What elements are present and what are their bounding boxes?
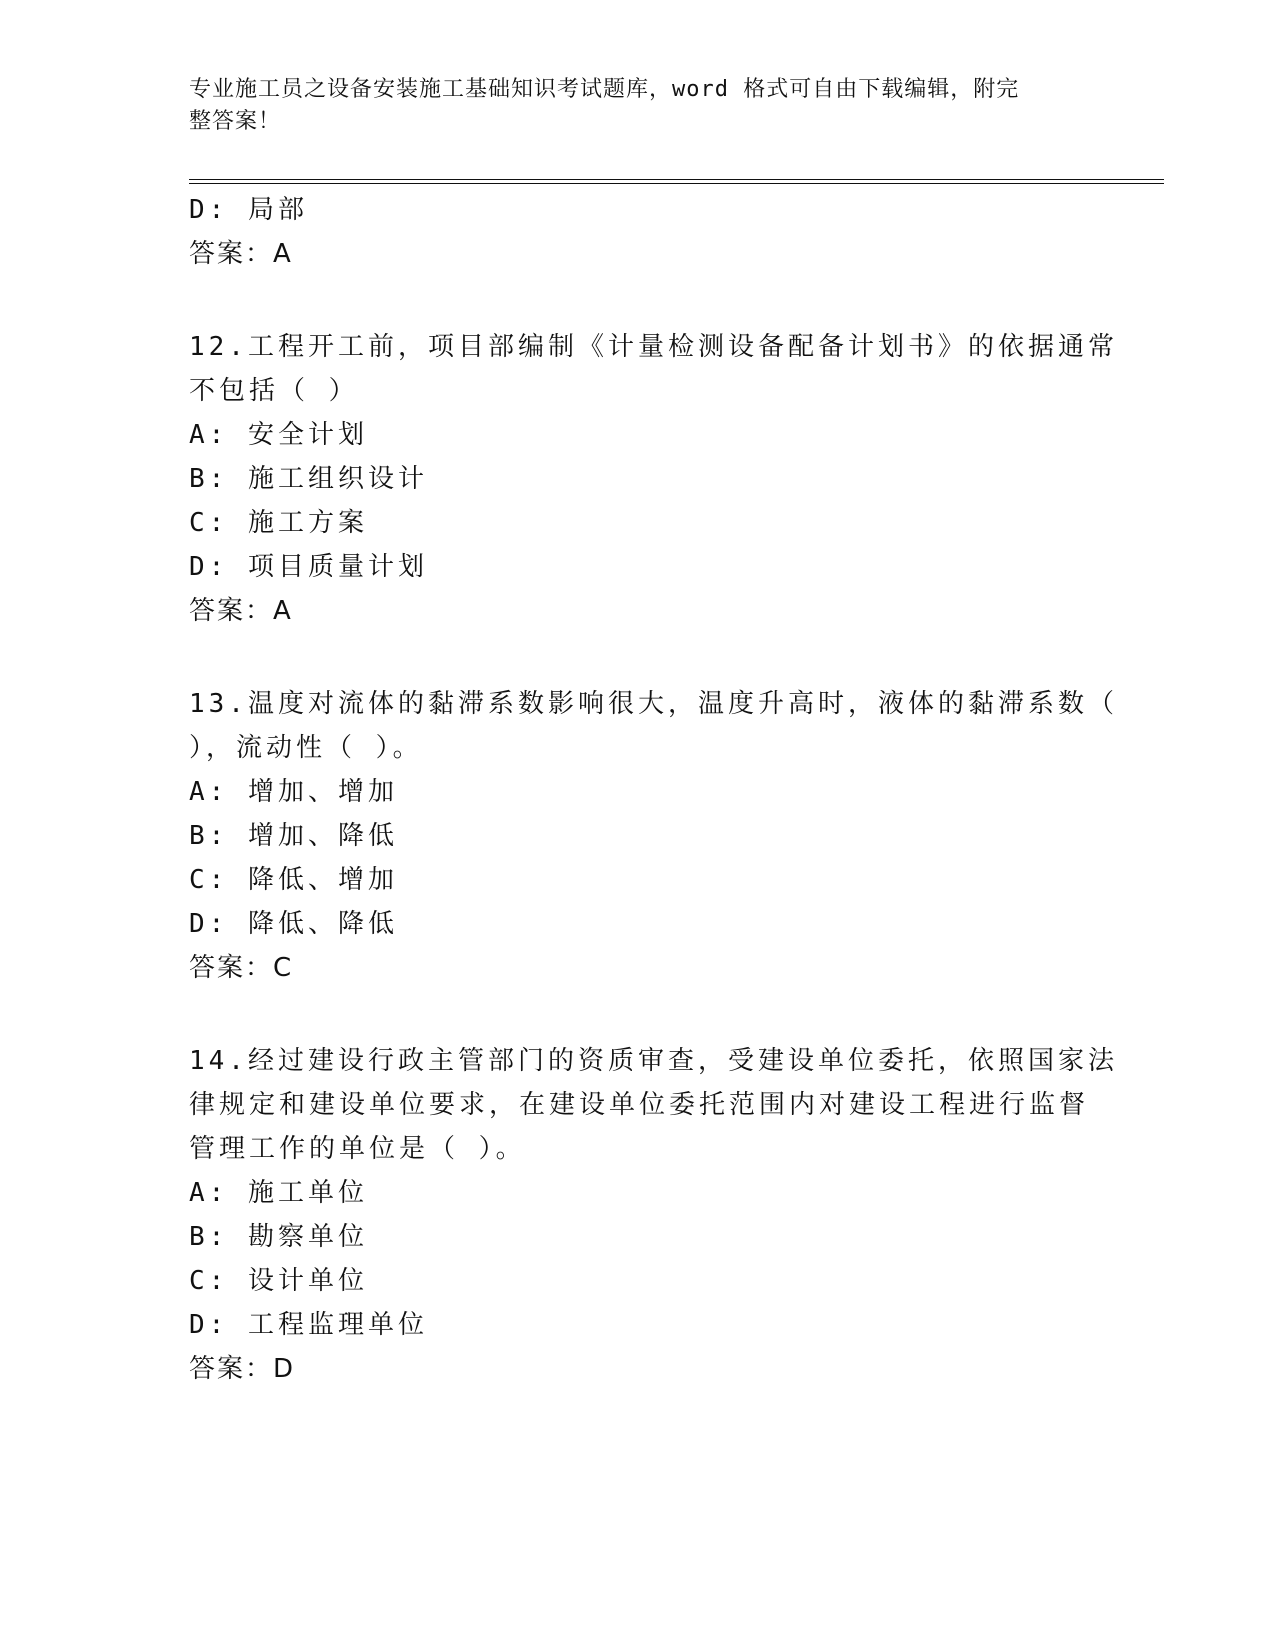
q12-stem-line-1: 12.工程开工前，项目部编制《计量检测设备配备计划书》的依据通常	[189, 332, 1118, 362]
q13-option-d: D: 降低、降低	[189, 909, 398, 939]
q14-stem-line-3: 管理工作的单位是（ ）。	[189, 1134, 526, 1164]
header-line-2: 整答案！	[189, 109, 282, 134]
q14-option-d: D: 工程监理单位	[189, 1310, 428, 1340]
q14-answer: 答案：D	[189, 1354, 296, 1384]
q12-option-b: B: 施工组织设计	[189, 464, 428, 494]
q14-option-b: B: 勘察单位	[189, 1222, 368, 1252]
q12-stem-line-2: 不包括（ ）	[189, 376, 359, 406]
header-divider-bottom	[189, 183, 1164, 184]
q11-option-d: D: 局部	[189, 195, 308, 225]
q13-option-c: C: 降低、增加	[189, 865, 398, 895]
q13-stem-line-1: 13.温度对流体的黏滞系数影响很大，温度升高时，液体的黏滞系数（	[189, 689, 1118, 719]
q11-answer: 答案：A	[189, 239, 293, 269]
q12-option-a: A: 安全计划	[189, 420, 368, 450]
q14-stem-line-2: 律规定和建设单位要求，在建设单位委托范围内对建设工程进行监督	[189, 1090, 1090, 1120]
q14-option-c: C: 设计单位	[189, 1266, 368, 1296]
header-divider-top	[189, 179, 1164, 180]
header-line-1: 专业施工员之设备安装施工基础知识考试题库，word 格式可自由下载编辑，附完	[189, 77, 1020, 102]
q13-stem-line-2: ），流动性（ ）。	[189, 733, 423, 763]
document-header	[189, 74, 1069, 138]
q12-option-c: C: 施工方案	[189, 508, 368, 538]
q14-stem-line-1: 14.经过建设行政主管部门的资质审查，受建设单位委托，依照国家法	[189, 1046, 1118, 1076]
q14-option-a: A: 施工单位	[189, 1178, 368, 1208]
q13-answer: 答案：C	[189, 953, 294, 983]
q13-option-a: A: 增加、增加	[189, 777, 398, 807]
q12-option-d: D: 项目质量计划	[189, 552, 428, 582]
q13-option-b: B: 增加、降低	[189, 821, 398, 851]
q12-answer: 答案：A	[189, 596, 293, 626]
